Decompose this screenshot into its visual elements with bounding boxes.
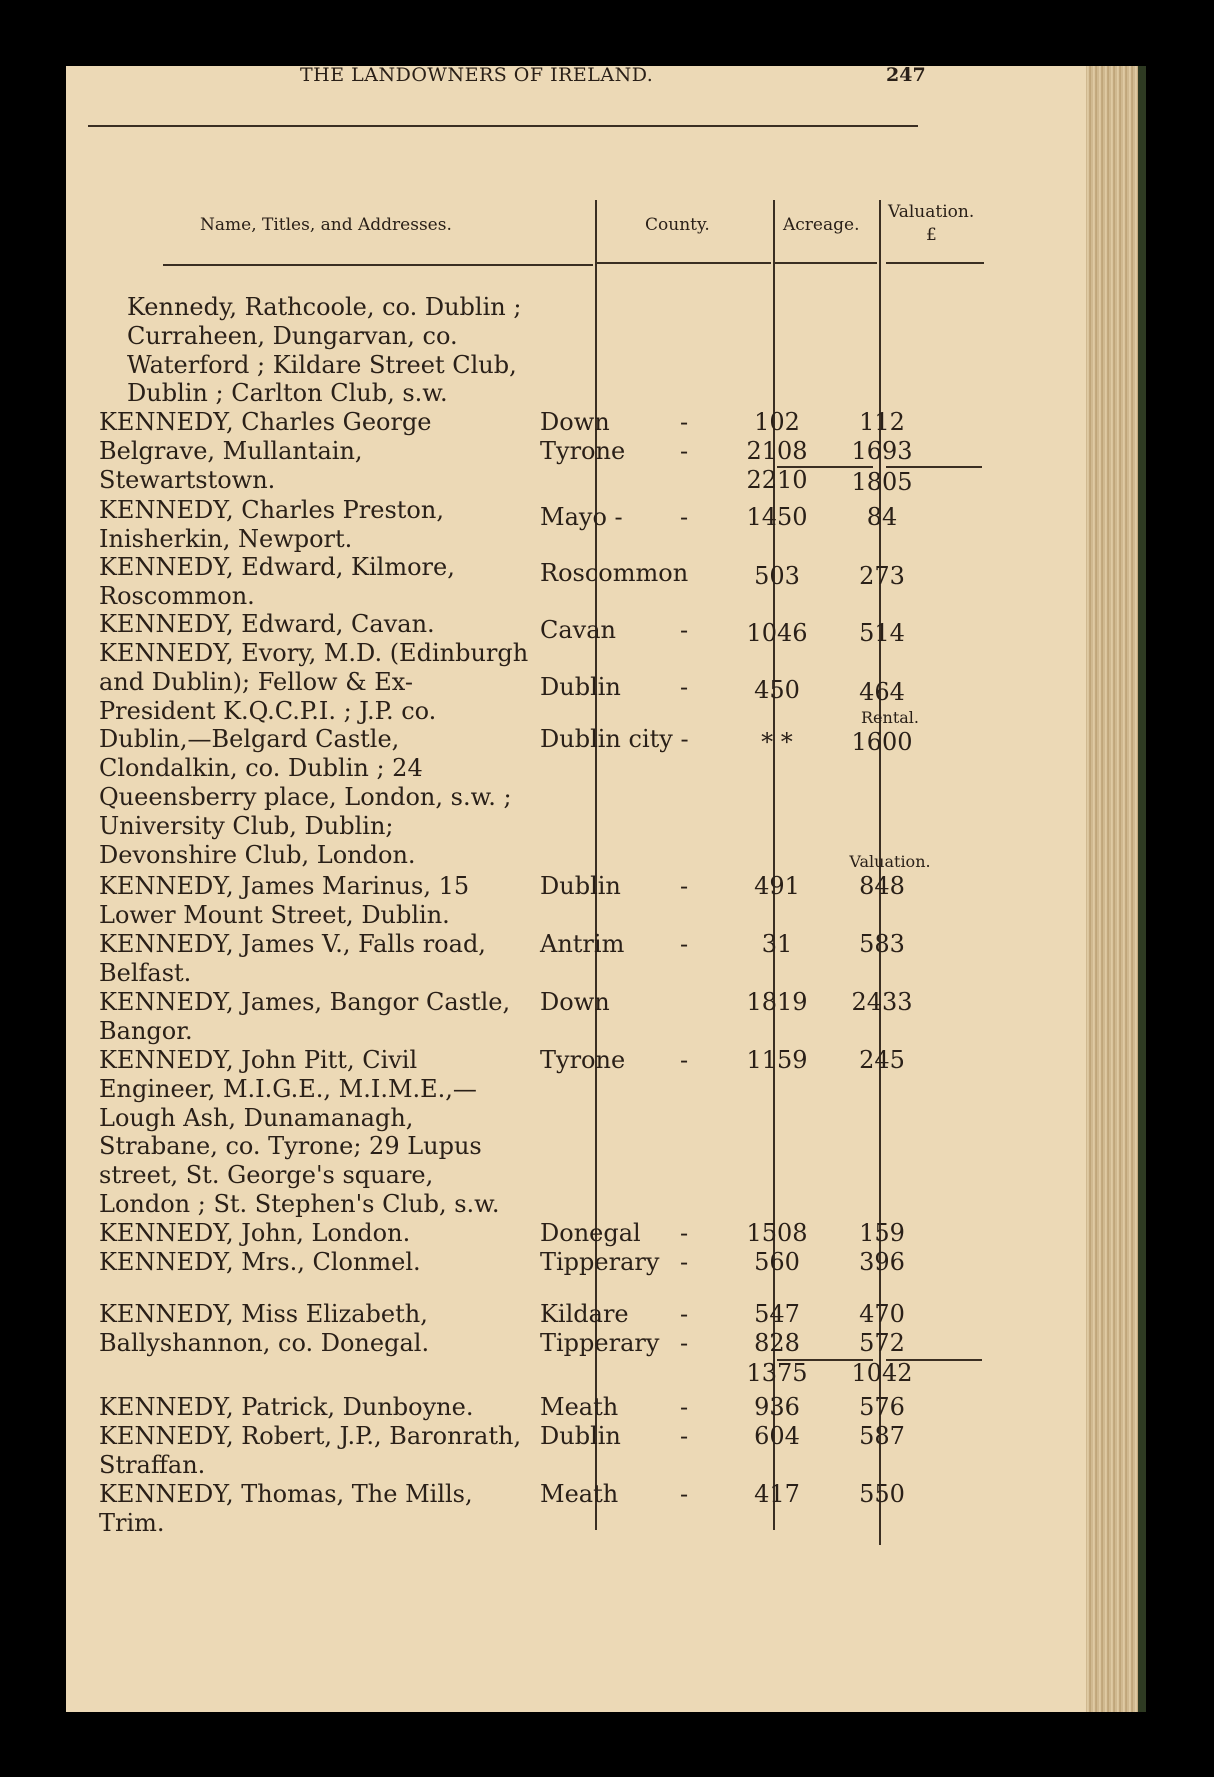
county-cell: Dublin - [540, 872, 689, 900]
valuation-cell: 1693 [851, 437, 913, 465]
acreage-total: 2210 [746, 466, 808, 494]
valuation-cell: 848 [859, 872, 905, 900]
acreage-cell: 604 [754, 1422, 800, 1450]
acreage-cell: 491 [754, 872, 800, 900]
entry-name: KENNEDY, Charles George Belgrave, Mullantain, Stewartstown. [99, 408, 432, 494]
county-cell: Meath - [540, 1393, 689, 1421]
entry-name: KENNEDY, John Pitt, Civil Engineer, M.I.G.E., M.I.M.E.,—Lough Ash, Dunamanagh, Strabane, co. Tyrone; 29 Lupus street, St. George's square, London ; St. Stephen's Club, s.w. [99, 1046, 500, 1218]
rental-note: Rental. [861, 708, 919, 727]
acreage-cell: 828 [754, 1329, 800, 1357]
col-head-county: County. [645, 215, 710, 235]
head-rule-county [597, 262, 771, 264]
valuation-total: 1042 [851, 1359, 913, 1387]
valuation-cell: 464 [859, 678, 905, 706]
entry-name: KENNEDY, John, London. [99, 1219, 411, 1247]
valuation-cell: 2433 [851, 988, 913, 1016]
entry-name: KENNEDY, Mrs., Clonmel. [99, 1248, 421, 1276]
county-cell: Mayo - - [540, 503, 689, 531]
col-head-name: Name, Titles, and Addresses. [200, 215, 452, 235]
head-rule-acreage [775, 262, 877, 264]
county-cell: Down [540, 988, 610, 1016]
county-cell: Dublin - [540, 673, 689, 701]
acreage-cell: 503 [754, 562, 800, 590]
col-head-valuation: Valuation. [888, 202, 975, 222]
col-head-valuation-unit: £ [926, 225, 937, 245]
county-cell: Dublin city - [540, 725, 689, 753]
acreage-cell: 1508 [746, 1219, 808, 1247]
acreage-total: 1375 [746, 1359, 808, 1387]
county-cell: Tyrone - [540, 437, 689, 465]
entry-name: KENNEDY, Edward, Cavan. [99, 610, 435, 638]
entry-name: KENNEDY, James V., Falls road, Belfast. [99, 930, 486, 987]
county-cell: Tipperary - [540, 1329, 689, 1357]
county-cell: Donegal - [540, 1219, 689, 1247]
acreage-cell: 102 [754, 408, 800, 436]
entry-name: KENNEDY, Charles Preston, Inisherkin, Newport. [99, 496, 444, 553]
valuation-cell: 159 [859, 1219, 905, 1247]
county-cell: Cavan - [540, 616, 689, 644]
acreage-cell: 417 [754, 1480, 800, 1508]
acreage-cell: 2108 [746, 437, 808, 465]
top-rule [88, 125, 918, 127]
valuation-cell: 583 [859, 930, 905, 958]
head-rule-valuation [886, 262, 984, 264]
acreage-cell: 560 [754, 1248, 800, 1276]
head-rule-name [163, 264, 593, 266]
running-header: THE LANDOWNERS OF IRELAND. [300, 64, 654, 86]
valuation-note: Valuation. [849, 852, 931, 871]
valuation-cell: 550 [859, 1480, 905, 1508]
acreage-cell: 1819 [746, 988, 808, 1016]
acreage-cell: 1159 [746, 1046, 808, 1074]
acreage-cell: 547 [754, 1300, 800, 1328]
entry-name: KENNEDY, Evory, M.D. (Edinburgh and Dublin); Fellow & Ex-President K.Q.C.P.I. ; J.P. co. Dublin,—Belgard Castle, Clondalkin, co. Dublin ; 24 Queensberry place, London, s.w. ; University Club, Dublin; Devonshire Club, London. [99, 639, 529, 869]
county-cell: Tyrone - [540, 1046, 689, 1074]
acreage-cell: 936 [754, 1393, 800, 1421]
valuation-cell: 396 [859, 1248, 905, 1276]
valuation-cell: 576 [859, 1393, 905, 1421]
acreage-cell: * * [761, 728, 793, 756]
county-cell: Meath - [540, 1480, 689, 1508]
valuation-cell: 245 [859, 1046, 905, 1074]
entry-name: KENNEDY, Miss Elizabeth, Ballyshannon, co. Donegal. [99, 1300, 430, 1357]
entry-name: KENNEDY, Robert, J.P., Baronrath, Straffan. [99, 1422, 522, 1479]
entry-name: Kennedy, Rathcoole, co. Dublin ; Curraheen, Dungarvan, co. Waterford ; Kildare Street Club, Dublin ; Carlton Club, s.w. [127, 293, 522, 408]
col-head-acreage: Acreage. [783, 215, 860, 235]
valuation-cell: 84 [866, 503, 898, 531]
valuation-total: 1805 [851, 468, 913, 496]
entry-name: KENNEDY, Edward, Kilmore, Roscommon. [99, 553, 455, 610]
entry-name: KENNEDY, James, Bangor Castle, Bangor. [99, 988, 511, 1045]
page-number: 247 [886, 64, 926, 86]
acreage-cell: 1046 [746, 619, 808, 647]
acreage-cell: 450 [754, 676, 800, 704]
valuation-cell: 572 [859, 1329, 905, 1357]
valuation-cell: 587 [859, 1422, 905, 1450]
valuation-cell: 514 [859, 619, 905, 647]
valuation-cell: 470 [859, 1300, 905, 1328]
county-cell: Down - [540, 408, 689, 436]
entry-name: KENNEDY, James Marinus, 15 Lower Mount Street, Dublin. [99, 872, 470, 929]
valuation-cell: 1600 [851, 728, 913, 756]
acreage-cell: 1450 [746, 503, 808, 531]
county-cell: Kildare - [540, 1300, 689, 1328]
valuation-cell: 112 [859, 408, 905, 436]
entry-name: KENNEDY, Thomas, The Mills, Trim. [99, 1480, 473, 1537]
county-cell: Antrim - [540, 930, 689, 958]
entry-name: KENNEDY, Patrick, Dunboyne. [99, 1393, 474, 1421]
page-edges [1086, 66, 1146, 1712]
county-cell: Tipperary - [540, 1248, 689, 1276]
county-cell: Dublin - [540, 1422, 689, 1450]
county-cell: Roscommon [540, 559, 689, 587]
valuation-cell: 273 [859, 562, 905, 590]
acreage-cell: 31 [761, 930, 793, 958]
